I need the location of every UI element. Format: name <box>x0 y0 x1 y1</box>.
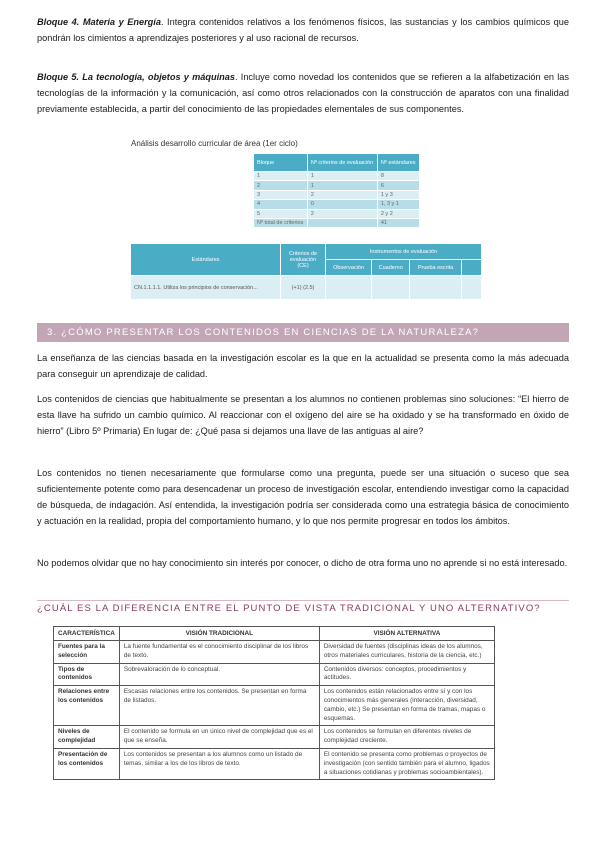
paragraph: No podemos olvidar que no hay conocimiento sin interés por conocer, o dicho de otra forma uno no aprende si no está interesado. <box>37 558 568 568</box>
table-cell: (+1) (2.5) <box>281 276 326 300</box>
table-header-row <box>54 627 495 641</box>
table-cell: Los contenidos se formulan en diferentes niveles de complejidad creciente. <box>319 726 494 749</box>
table-subheader: Observación <box>326 260 372 276</box>
paragraph: La enseñanza de las ciencias basada en la investigación escolar es la que en la actualidad se presenta como la más adecuada para conseguir un aprendizaje de calidad. <box>37 353 569 379</box>
table-cell: Diversidad de fuentes (disciplinas ideas de los alumnos, otros materiales curriculares, historia de la ciencia, etc.) <box>319 641 494 664</box>
table-cell: La fuente fundamental es el conocimiento disciplinar de los libros de texto. <box>119 641 319 664</box>
table-header: Criterios de evaluación (CE) <box>281 244 326 276</box>
bloque5-paragraph <box>37 69 569 117</box>
curriculum-summary-table <box>253 153 420 228</box>
table-cell: Tipos de contenidos <box>54 663 120 686</box>
table-cell: 2 <box>307 190 377 199</box>
table-cell <box>307 218 377 227</box>
table-header: Bloque <box>254 154 308 172</box>
section-heading-band <box>37 323 569 342</box>
table-header: Instrumentos de evaluación <box>326 244 482 260</box>
paragraph: Los contenidos no tienen necesariamente que formularse como una pregunta, puede ser una situación o suceso que sea suficientemente potente como para desencadenar un proceso de investigación escolar, entendiendo investigar como la capacidad de búsqueda, de indagación. Así entendida, la investigación podría ser considerada como una estrategia básica de conocimiento y actuación en la realidad, propia del comportamiento humano, y lo que nos permite progresar en todos los ámbitos. <box>37 468 569 526</box>
table-header: Estándares <box>131 244 281 276</box>
table-cell: 41 <box>377 218 419 227</box>
table-cell <box>372 276 410 300</box>
table-cell: 1, 3 y 1 <box>377 200 419 209</box>
table-cell: El contenido se formula en un único nivel de complejidad que es el que se enseña. <box>119 726 319 749</box>
table-cell: Nº total de criterios <box>254 218 308 227</box>
table-subheader: Prueba escrita <box>410 260 462 276</box>
table-row <box>254 218 420 227</box>
table-cell: 1 y 3 <box>377 190 419 199</box>
bloque4-paragraph <box>37 14 569 46</box>
table-cell: El contenido se presenta como problemas o proyectos de investigación (con sentido también para el alumno, ligados a situaciones cotidianas y problemas socioambientales). <box>319 748 494 779</box>
table-cell: Niveles de complejidad <box>54 726 120 749</box>
table-cell: Fuentes para la selección <box>54 641 120 664</box>
table-row <box>54 641 495 664</box>
table-cell: Relaciones entre los contenidos <box>54 686 120 726</box>
table-cell: CN.1.1.1.1. Utiliza los principios de conservación... <box>131 276 281 300</box>
table-header: Nº criterios de evaluación <box>307 154 377 172</box>
subheading: ¿CUÁL ES LA DIFERENCIA ENTRE EL PUNTO DE VISTA TRADICIONAL Y UNO ALTERNATIVO? <box>37 603 541 614</box>
evaluation-instruments-table <box>130 243 482 300</box>
table-cell: Presentación de los contenidos <box>54 748 120 779</box>
table-row <box>131 276 482 300</box>
bloque5-text: . Incluye como novedad los contenidos que se refieren a la alfabetización en las tecnologías de la información y la comunicación, así como otros relacionados con la construcción de aparatos con una finalidad previamente establecida, a partir del conocimiento de las propiedades elementales de sus componentes. <box>37 72 569 114</box>
table-cell: Escasas relaciones entre los contenidos. Se presentan en forma de listados. <box>119 686 319 726</box>
table-header: CARACTERÍSTICA <box>54 627 120 641</box>
bloque4-text: . Integra contenidos relativos a los fenómenos físicos, las sustancias y los cambios químicos que pondrán los cimientos a aprendizajes posteriores y al uso racional de recursos. <box>37 17 569 43</box>
table-cell <box>410 276 462 300</box>
table-cell: 1 <box>254 172 308 181</box>
section-heading: 3. ¿CÓMO PRESENTAR LOS CONTENIDOS EN CIENCIAS DE LA NATURALEZA? <box>47 327 480 338</box>
bloque5-title: Bloque 5. La tecnología, objetos y máquinas <box>37 72 235 82</box>
bloque4-title: Bloque 4. Materia y Energía <box>37 17 161 27</box>
table-cell: Los contenidos se presentan a los alumnos como un listado de temas, similar a los de los libros de texto. <box>119 748 319 779</box>
table-row <box>54 686 495 726</box>
table-cell: 5 <box>254 209 308 218</box>
table-subheader-empty <box>462 260 482 276</box>
table-cell: Sobrevaloración de lo conceptual. <box>119 663 319 686</box>
table-cell: 2 <box>254 181 308 190</box>
table-row <box>254 190 420 199</box>
divider <box>37 600 569 601</box>
table-cell: 2 <box>307 209 377 218</box>
table-header: VISIÓN ALTERNATIVA <box>319 627 494 641</box>
table-cell: 4 <box>254 200 308 209</box>
table-subheader: Cuaderno <box>372 260 410 276</box>
table-header: Nº estándares <box>377 154 419 172</box>
table-cell: 1 <box>307 181 377 190</box>
table-cell: Los contenidos están relacionados entre sí y con los conocimientos más generales (interacción, diversidad, cambio, etc.) Se presentan en forma de tramas, mapas o esquemas. <box>319 686 494 726</box>
table-row <box>54 663 495 686</box>
table-cell: 8 <box>377 172 419 181</box>
table-row <box>54 726 495 749</box>
table-header-row <box>254 154 420 172</box>
table-cell: 1 <box>307 172 377 181</box>
paragraph: Los contenidos de ciencias que habitualmente se presentan a los alumnos no contienen problemas sino soluciones: “El hierro de esta llave ha sufrido un cambio químico. Al reaccionar con el oxígeno del aire se ha oxidado y se ha transformado en óxido de hierro” (Libro 5º Primaria) En lugar de: ¿Qué pasa si dejamos una llave de las antiguas al aire? <box>37 394 569 436</box>
table-header-row <box>131 244 482 260</box>
table-row <box>54 748 495 779</box>
table-cell <box>326 276 372 300</box>
table-cell <box>462 276 482 300</box>
comparison-table <box>53 626 495 780</box>
table-row <box>254 181 420 190</box>
table-cell: 2 y 2 <box>377 209 419 218</box>
table-row <box>254 200 420 209</box>
table-cell: 6 <box>377 181 419 190</box>
table-cell: Contenidos diversos: conceptos, procedimientos y actitudes. <box>319 663 494 686</box>
table-cell: 0 <box>307 200 377 209</box>
figure-title: Análisis desarrollo curricular de área (1er ciclo) <box>131 139 298 148</box>
table-cell: 3 <box>254 190 308 199</box>
table-header: VISIÓN TRADICIONAL <box>119 627 319 641</box>
table-row <box>254 172 420 181</box>
table-row <box>254 209 420 218</box>
